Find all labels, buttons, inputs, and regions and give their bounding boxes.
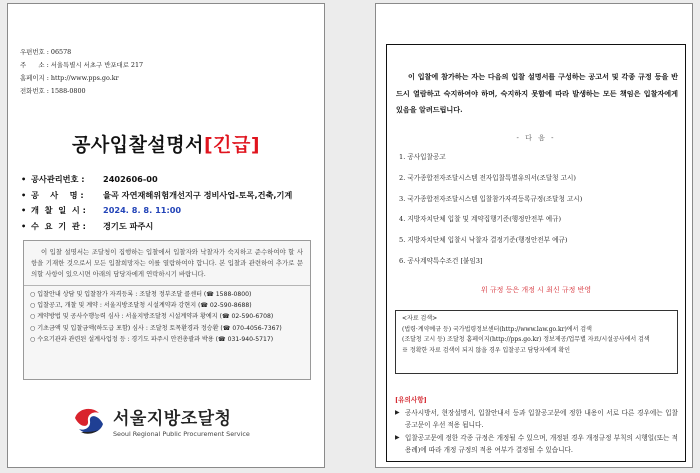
list-item: 6. 공사계약특수조건 [붙임3] <box>399 256 483 265</box>
taegeuk-emblem-icon <box>72 404 106 438</box>
list-item: 3. 국가종합전자조달시스템 입찰참가자격등록규정(조달청 고시) <box>399 194 583 203</box>
info-row-management-number <box>21 172 292 188</box>
agency-logo <box>72 404 250 438</box>
list-item: 1. 공사입찰공고 <box>399 153 446 161</box>
bullet: • <box>21 205 27 215</box>
reference-box <box>395 310 678 374</box>
caution-item <box>395 407 678 432</box>
address-line: 우편번호 : 06578 <box>20 48 72 56</box>
info-row-demand-agency <box>21 219 292 235</box>
info-value-date: 2024. 8. 8. 11:00 <box>103 205 182 215</box>
caution-text: 공사시방서, 현장설명서, 입찰안내서 등과 입찰공고문에 정한 내용이 서로 다른 경우에는 입찰공고문이 우선 적용 됩니다. <box>405 408 678 430</box>
bullet: • <box>21 174 27 184</box>
contact-line: ○ 기초금액 및 입찰금액(하도급 포함) 심사 : 조달청 토목환경과 정승환 (☎ 070-4056-7367) <box>30 324 282 332</box>
caution-text: 입찰공고문에 정한 각종 규정은 개정될 수 있으며, 개정된 경우 개정규정 부칙의 시행일(또는 적용례)에 따라 개정 규정의 적용 여부가 결정될 수 있습니다. <box>405 433 678 455</box>
bullet: • <box>21 220 27 231</box>
reference-line: (조달청 고시 등) 조달청 홈페이지(http://pps.go.kr) 정보제공/업무별 자료/시설공사에서 검색 <box>402 336 650 344</box>
info-label: 공 사 명 : <box>31 189 84 200</box>
title-main: 공사입찰설명서 <box>71 134 204 156</box>
reference-line: (법령·계약예규 등) 국가법령정보센터(http://www.law.go.kr)에서 검색 <box>402 325 592 333</box>
info-label: 공사관리번호 : <box>31 174 85 184</box>
caution-section <box>395 394 678 457</box>
document-title <box>8 130 324 157</box>
notice-text: 이 입찰 설명서는 조달청이 집행하는 입찰에서 입찰자와 낙찰자가 숙지하고 준수하여야 할 사항을 기재한 것으로서 모든 입찰희망자는 이를 열람하여야 합니다. 본 입찰과 관련하여 추가로 문의할 사항이 있으시면 아래의 담당자에게 연락하시기 바랍니다. <box>31 248 303 279</box>
info-row-opening-date <box>21 203 292 219</box>
logo-english-name: Seoul Regional Public Procurement Service <box>113 430 250 438</box>
title-urgent-badge: [긴급] <box>203 134 261 156</box>
document-page-1 <box>7 3 325 468</box>
logo-korean-name: 서울지방조달청 <box>113 409 232 429</box>
triangle-bullet-icon: ▶ <box>395 433 400 441</box>
reference-line: <자료 검색> <box>402 315 438 322</box>
contact-line: ○ 입찰안내 상담 및 입찰참가 자격등록 : 조달청 정부조달 콜센터 (☎ 1588-0800) <box>30 290 252 298</box>
bid-info-list <box>21 172 292 234</box>
list-item: 2. 국가종합전자조달시스템 전자입찰특별유의서(조달청 고시) <box>399 173 576 182</box>
caution-heading: [유의사항] <box>395 396 427 404</box>
info-label: 수 요 기 관 : <box>31 220 86 231</box>
caution-item <box>395 432 678 457</box>
info-value: 2402606-00 <box>103 174 158 184</box>
section-heading: - 다 음 - <box>516 134 556 142</box>
info-label: 개 찰 일 시 : <box>31 205 86 215</box>
bullet: • <box>21 189 27 200</box>
document-page-2 <box>375 3 693 468</box>
info-row-project-name <box>21 188 292 204</box>
revision-note: 위 규정 등은 개정 시 최신 규정 반영 <box>480 286 592 294</box>
address-block <box>20 46 143 98</box>
address-line: 홈페이지 : http://www.pps.go.kr <box>20 74 119 82</box>
contact-line: ○ 수요기관과 관련된 설계사업정 등 : 경기도 파주시 안전총괄과 박용 (☎ 031-940-5717) <box>30 336 274 344</box>
triangle-bullet-icon: ▶ <box>395 408 400 416</box>
address-line: 전화번호 : 1588-0800 <box>20 87 86 95</box>
contact-line: ○ 계약방법 및 공사수행능력 심사 : 서울지방조달청 시설계약과 황예지 (☎ 02-590-6708) <box>30 313 274 321</box>
info-value: 율곡 자연재해위험개선지구 정비사업-토목,건축,기계 <box>103 189 293 200</box>
reference-line: ※ 정확한 자료 검색이 되지 않을 경우 입찰공고 담당자에게 확인 <box>402 346 571 354</box>
intro-text: 이 입찰에 참가하는 자는 다음의 입찰 설명서를 구성하는 공고서 및 각종 규정 등을 반드시 열람하고 숙지하여야 하며, 숙지하지 못함에 따라 발생하는 모든 책임은 입찰자에게 있음을 알려드립니다. <box>396 72 678 114</box>
address-line: 주 소 : 서울특별시 서초구 반포대로 217 <box>20 61 144 69</box>
notice-frame <box>386 44 686 462</box>
list-item: 4. 지방자치단체 입찰 및 계약집행기준(행정안전부 예규) <box>399 215 562 224</box>
info-value: 경기도 파주시 <box>103 220 154 231</box>
contact-line: ○ 입찰공고, 개찰 및 계약 : 서울지방조달청 시설계약과 강현지 (☎ 02-590-8688) <box>30 302 252 310</box>
divider <box>24 285 310 286</box>
regulation-list <box>399 151 582 276</box>
list-item: 5. 지방자치단체 입찰시 낙찰자 결정기준(행정안전부 예규) <box>399 236 568 245</box>
notice-box <box>23 240 311 380</box>
